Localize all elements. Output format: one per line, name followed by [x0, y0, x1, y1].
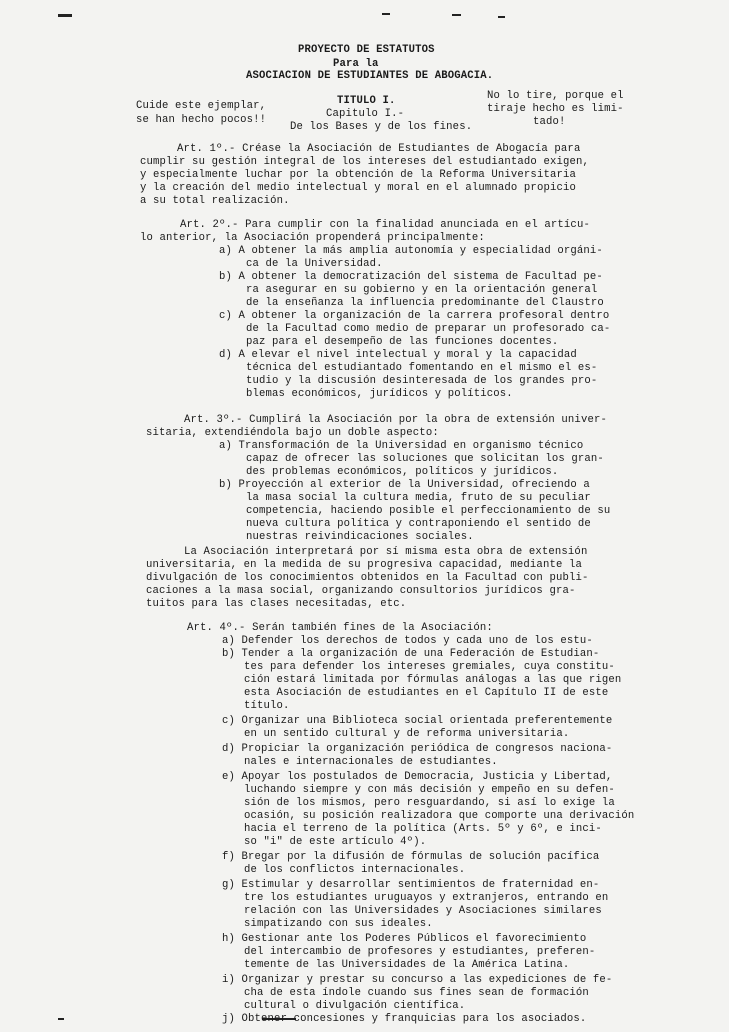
body-line: ocasión, su posición realizadora que comporte una derivación [244, 810, 635, 822]
body-line: b) Proyección al exterior de la Universidad, ofreciendo a [219, 479, 590, 491]
body-line: y especialmente luchar por la obtención de la Reforma Universitaria [140, 169, 576, 181]
body-line: Art. 4º.- Serán también fines de la Asociación: [187, 622, 493, 634]
document-title-line: PROYECTO DE ESTATUTOS [298, 44, 435, 56]
scan-speck [498, 16, 505, 18]
body-line: competencia, haciendo posible el perfeccionamiento de su [246, 505, 611, 517]
body-line: a su total realización. [140, 195, 290, 207]
body-line: de la enseñanza la influencia predominante del Claustro [246, 297, 604, 309]
body-line: e) Apoyar los postulados de Democracia, Justicia y Libertad, [222, 771, 613, 783]
body-line: de la Facultad como medio de preparar un profesorado ca- [246, 323, 611, 335]
body-line: sión de los mismos, pero resguardando, si así lo exige la [244, 797, 615, 809]
body-line: divulgación de los conocimientos obtenidos en la Facultad con publi- [146, 572, 589, 584]
body-line: cha de esta índole cuando sus fines sean de formación [244, 987, 589, 999]
body-line: tre los estudiantes uruguayos y extranjeros, entrando en [244, 892, 609, 904]
scan-speck [58, 14, 72, 17]
margin-note-left: Cuide este ejemplar, [136, 100, 267, 112]
body-line: Art. 1º.- Créase la Asociación de Estudiantes de Abogacía para [177, 143, 581, 155]
body-line: h) Gestionar ante los Poderes Públicos el favorecimiento [222, 933, 587, 945]
body-line: d) Propiciar la organización periódica de congresos naciona- [222, 743, 613, 755]
chapter-heading: Capitulo I.- [326, 108, 405, 120]
body-line: tudio y la discusión desinteresada de los grandes pro- [246, 375, 598, 387]
body-line: título. [244, 700, 290, 712]
body-line: c) Organizar una Biblioteca social orientada preferentemente [222, 715, 613, 727]
body-line: b) A obtener la democratización del sistema de Facultad pe- [219, 271, 603, 283]
body-line: y la creación del medio intelectual y moral en el alumnado propicio [140, 182, 576, 194]
document-title-line: Para la [333, 58, 379, 70]
body-line: ca de la Universidad. [246, 258, 383, 270]
body-line: so "i" de este artículo 4º). [244, 836, 427, 848]
body-line: capaz de ofrecer las soluciones que solicitan los gran- [246, 453, 604, 465]
body-line: hacia el terreno de la política (Arts. 5º y 6º, e inci- [244, 823, 602, 835]
scan-speck [58, 1018, 64, 1020]
margin-note-right: tado! [533, 116, 566, 128]
body-line: tuitos para las clases necesitadas, etc. [146, 598, 407, 610]
document-title-line: ASOCIACION DE ESTUDIANTES DE ABOGACIA. [246, 70, 494, 82]
body-line: nueva cultura política y contraponiendo el sentido de [246, 518, 591, 530]
scan-speck [382, 13, 390, 15]
body-line: f) Bregar por la difusión de fórmulas de solución pacífica [222, 851, 600, 863]
margin-note-right: tiraje hecho es limi- [487, 103, 624, 115]
body-line: de los conflictos internacionales. [244, 864, 466, 876]
body-line: Art. 2º.- Para cumplir con la finalidad anunciada en el artícu- [180, 219, 590, 231]
body-line: ra asegurar en su gobierno y en la orientación general [246, 284, 598, 296]
body-line: nales e internacionales de estudiantes. [244, 756, 498, 768]
body-line: a) Defender los derechos de todos y cada uno de los estu- [222, 635, 593, 647]
body-line: técnica del estudiantado fomentando en el mismo el es- [246, 362, 598, 374]
body-line: b) Tender a la organización de una Federación de Estudian- [222, 648, 600, 660]
body-line: La Asociación interpretará por sí misma esta obra de extensión [184, 546, 588, 558]
body-line: i) Organizar y prestar su concurso a las expediciones de fe- [222, 974, 613, 986]
body-line: des problemas económicos, políticos y jurídicos. [246, 466, 559, 478]
body-line: luchando siempre y con más decisión y empeño en su defen- [244, 784, 615, 796]
margin-note-left: se han hecho pocos!! [136, 114, 267, 126]
body-line: en un sentido cultural y de reforma universitaria. [244, 728, 570, 740]
body-line: universitaria, en la medida de su progresiva capacidad, mediante la [146, 559, 582, 571]
body-line: sitaria, extendiéndola bajo un doble aspecto: [146, 427, 439, 439]
body-line: paz para el desempeño de las funciones docentes. [246, 336, 559, 348]
body-line: caciones a la masa social, organizando consultorios jurídicos gra- [146, 585, 576, 597]
body-line: g) Estimular y desarrollar sentimientos de fraternidad en- [222, 879, 600, 891]
margin-note-right: No lo tire, porque el [487, 90, 624, 102]
body-line: esta Asociación de estudiantes en el Capítulo II de este [244, 687, 609, 699]
body-line: lo anterior, la Asociación propenderá principalmente: [140, 232, 485, 244]
body-line: j) Obtener concesiones y franquicias para los asociados. [222, 1013, 587, 1025]
body-line: la masa social la cultura media, fruto de su peculiar [246, 492, 591, 504]
body-line: c) A obtener la organización de la carrera profesoral dentro [219, 310, 610, 322]
body-line: del intercambio de profesores y estudiantes, preferen- [244, 946, 596, 958]
body-line: ción estará limitada por fórmulas análogas a las que rigen [244, 674, 622, 686]
body-line: a) Transformación de la Universidad en organismo técnico [219, 440, 584, 452]
body-line: relación con las Universidades y Asociaciones similares [244, 905, 602, 917]
body-line: tes para defender los intereses gremiales, cuya constitu- [244, 661, 615, 673]
chapter-subtitle: De los Bases y de los fines. [290, 121, 473, 133]
body-line: a) A obtener la más amplia autonomía y especialidad orgáni- [219, 245, 603, 257]
section-title: TITULO I. [337, 95, 396, 107]
scan-speck [452, 14, 461, 16]
body-line: nuestras reivindicaciones sociales. [246, 531, 474, 543]
body-line: Art. 3º.- Cumplirá la Asociación por la obra de extensión univer- [184, 414, 607, 426]
body-line: simpatizando con sus ideales. [244, 918, 433, 930]
body-line: cultural o divulgación científica. [244, 1000, 466, 1012]
body-line: blemas económicos, jurídicos y políticos. [246, 388, 513, 400]
body-line: d) A elevar el nivel intelectual y moral y la capacidad [219, 349, 577, 361]
body-line: temente de las Universidades de la América Latina. [244, 959, 570, 971]
body-line: cumplir su gestión integral de los intereses del estudiantado exigen, [140, 156, 590, 168]
